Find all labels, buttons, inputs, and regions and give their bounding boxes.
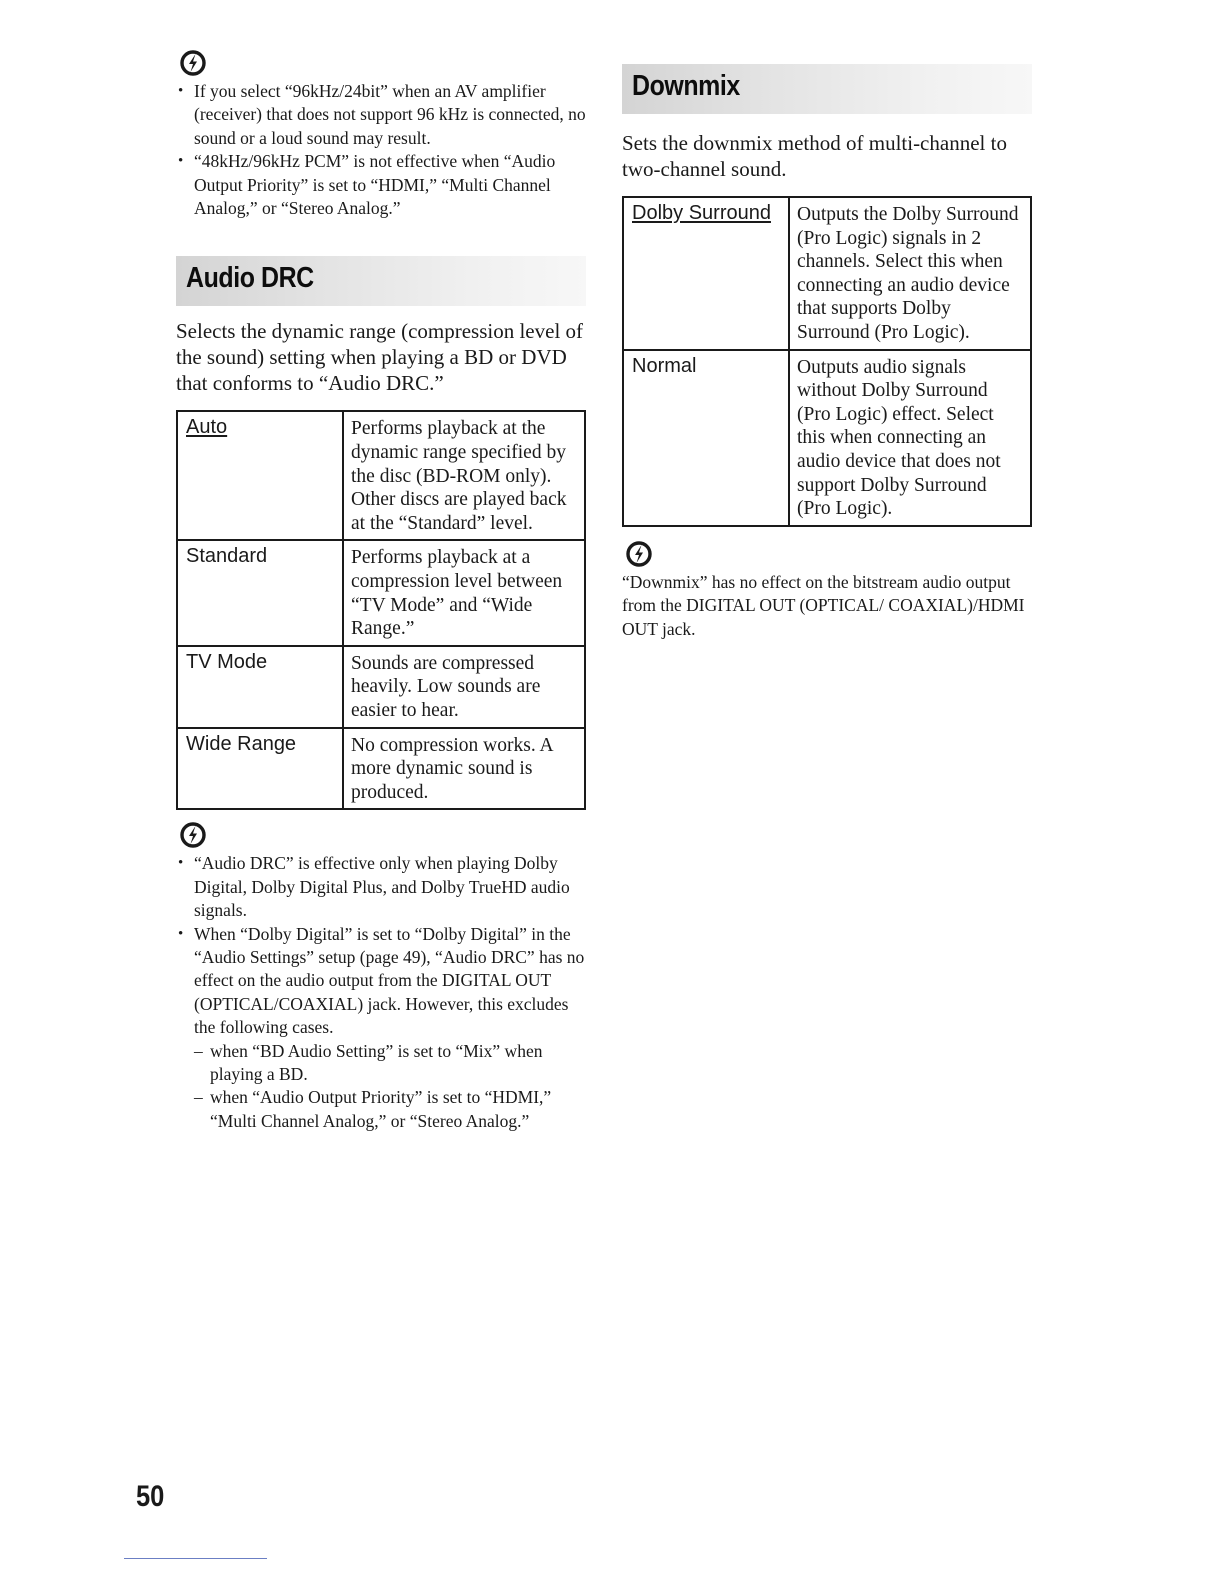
option-description: Performs playback at a compression level between “TV Mode” and “Wide Range.”: [343, 540, 585, 645]
section-description: Sets the downmix method of multi-channel to two-channel sound.: [622, 131, 1007, 181]
note-icon: [180, 50, 206, 76]
audio-drc-note-list: [176, 852, 588, 1133]
option-description: Outputs the Dolby Surround (Pro Logic) signals in 2 channels. Select this when connecting an audio device that supports Dolby Surround (Pro Logic).: [789, 197, 1031, 350]
list-item: • “Audio DRC” is effective only when playing Dolby Digital, Dolby Digital Plus, and Dolby TrueHD audio signals.: [176, 852, 588, 922]
option-name: Wide Range: [177, 728, 343, 810]
table-row: [177, 646, 585, 728]
option-description: Outputs audio signals without Dolby Surround (Pro Logic) effect. Select this when connecting an audio device that does not support Dolby Surround (Pro Logic).: [789, 350, 1031, 526]
downmix-heading-bar: [622, 64, 1032, 114]
option-name: Dolby Surround: [632, 202, 771, 224]
table-row: [177, 728, 585, 810]
option-name: Standard: [177, 540, 343, 645]
section-description: Selects the dynamic range (compression level of the sound) setting when playing a BD or DVD that conforms to “Audio DRC.”: [176, 319, 584, 396]
top-note-list: [176, 80, 588, 220]
page-number: 50: [136, 1480, 165, 1513]
downmix-options-table: [622, 196, 1032, 527]
footer-divider: [124, 1558, 267, 1559]
sub-list: [194, 1040, 588, 1134]
sub-list-item: – when “BD Audio Setting” is set to “Mix” when playing a BD.: [194, 1040, 588, 1087]
list-item: • If you select “96kHz/24bit” when an AV amplifier (receiver) that does not support 96 kHz is connected, no sound or a loud sound may result.: [176, 80, 588, 150]
table-row: [177, 540, 585, 645]
audio-drc-heading-bar: [176, 256, 586, 306]
note-icon: [626, 541, 652, 567]
section-heading: Downmix: [632, 70, 740, 102]
table-row: [623, 350, 1031, 526]
option-description: Sounds are compressed heavily. Low sounds are easier to hear.: [343, 646, 585, 728]
table-row: [177, 411, 585, 540]
option-name: TV Mode: [177, 646, 343, 728]
list-item: [176, 923, 588, 1134]
downmix-note: “Downmix” has no effect on the bitstream audio output from the DIGITAL OUT (OPTICAL/ COAXIAL)/HDMI OUT jack.: [622, 571, 1025, 639]
option-description: No compression works. A more dynamic sound is produced.: [343, 728, 585, 810]
option-name: Auto: [186, 416, 228, 439]
table-row: [623, 197, 1031, 350]
section-heading: Audio DRC: [186, 262, 314, 295]
audio-drc-options-table: [176, 410, 586, 810]
left-column: [176, 50, 588, 1133]
note-icon: [180, 822, 206, 848]
sub-list-item: – when “Audio Output Priority” is set to “HDMI,” “Multi Channel Analog,” or “Stereo Analog.”: [194, 1086, 588, 1133]
option-name: Normal: [623, 350, 789, 526]
list-item: • “48kHz/96kHz PCM” is not effective when “Audio Output Priority” is set to “HDMI,” “Multi Channel Analog,” or “Stereo Analog.”: [176, 150, 588, 220]
right-column: [622, 64, 1032, 641]
option-description: Performs playback at the dynamic range specified by the disc (BD-ROM only). Other discs are played back at the “Standard” level.: [343, 411, 585, 540]
list-item-text: When “Dolby Digital” is set to “Dolby Digital” in the “Audio Settings” setup (page 49), “Audio DRC” has no effect on the audio output from the DIGITAL OUT (OPTICAL/COAXIAL) jack. However, this excludes the following cases.: [194, 923, 585, 1038]
